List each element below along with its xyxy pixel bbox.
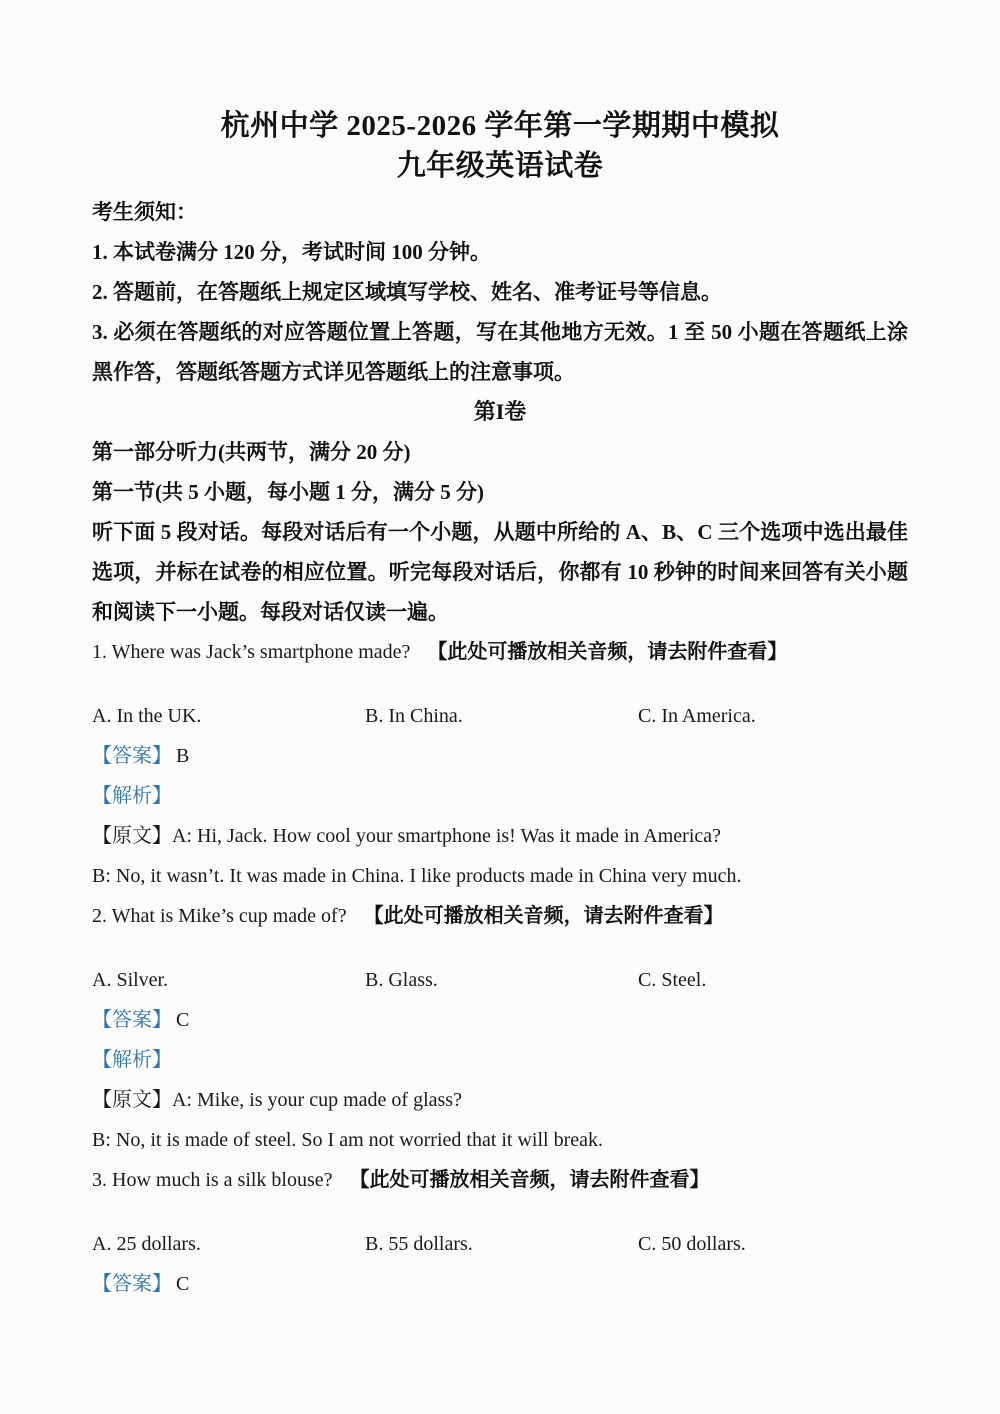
question-3-option-a: A. 25 dollars. xyxy=(92,1233,201,1255)
question-1-transcript-line1 xyxy=(92,816,908,856)
question-2-analysis-line xyxy=(92,1040,908,1080)
question-2-transcript-line1 xyxy=(92,1080,908,1120)
notice-item-2: 2. 答题前，在答题纸上规定区域填写学校、姓名、准考证号等信息。 xyxy=(92,280,722,304)
question-2-option-a: A. Silver. xyxy=(92,969,169,991)
question-1-audio-note: 【此处可播放相关音频，请去附件查看】 xyxy=(427,641,788,663)
answer-label: 【答案】 xyxy=(92,745,172,767)
answer-label: 【答案】 xyxy=(92,1009,172,1031)
question-2-option-c: C. Steel. xyxy=(638,969,707,991)
question-3-options xyxy=(92,1224,908,1264)
listening-instructions: 听下面 5 段对话。每段对话后有一个小题，从题中所给的 A、B、C 三个选项中选出最佳选项，并标在试卷的相应位置。听完每段对话后，你都有 10 秒钟的时间来回答有关小题和阅读下一小题。每段对话仅读一遍。 xyxy=(92,520,908,624)
question-2-options xyxy=(92,960,908,1000)
question-3-option-c: C. 50 dollars. xyxy=(638,1233,746,1255)
question-block-3 xyxy=(92,1160,908,1304)
question-3-option-b: B. 55 dollars. xyxy=(365,1233,473,1255)
transcript-label: 【原文】 xyxy=(92,825,172,847)
question-1-transcript-line2: B: No, it wasn’t. It was made in China. I like products made in China very much. xyxy=(92,865,742,887)
question-3-answer: C xyxy=(176,1273,190,1295)
question-1-option-b: B. In China. xyxy=(365,705,463,727)
question-1-stem-line xyxy=(92,632,908,672)
question-1-analysis-line xyxy=(92,776,908,816)
notice-heading: 考生须知： xyxy=(92,200,197,224)
question-2-audio-note: 【此处可播放相关音频，请去附件查看】 xyxy=(363,905,724,927)
question-1-answer-line xyxy=(92,736,908,776)
analysis-label: 【解析】 xyxy=(92,1049,172,1071)
question-2-stem: 2. What is Mike’s cup made of? xyxy=(92,905,347,927)
question-2-transcript-a: A: Mike, is your cup made of glass? xyxy=(172,1089,462,1111)
question-1-options xyxy=(92,696,908,736)
analysis-label: 【解析】 xyxy=(92,785,172,807)
question-1-option-a: A. In the UK. xyxy=(92,705,202,727)
exam-title-line1: 杭州中学 2025-2026 学年第一学期期中模拟 xyxy=(220,110,780,142)
question-2-answer: C xyxy=(176,1009,190,1031)
question-1-answer: B xyxy=(176,745,190,767)
question-3-answer-line xyxy=(92,1264,908,1304)
question-2-option-b: B. Glass. xyxy=(365,969,438,991)
answer-label: 【答案】 xyxy=(92,1273,172,1295)
question-2-answer-line xyxy=(92,1000,908,1040)
notice-item-3: 3. 必须在答题纸的对应答题位置上答题，写在其他地方无效。1 至 50 小题在答题纸上涂黑作答，答题纸答题方式详见答题纸上的注意事项。 xyxy=(92,320,908,384)
question-2-stem-line xyxy=(92,896,908,936)
notice-item-1: 1. 本试卷满分 120 分，考试时间 100 分钟。 xyxy=(92,240,491,264)
question-3-stem-line xyxy=(92,1160,908,1200)
question-block-2 xyxy=(92,896,908,1160)
question-3-stem: 3. How much is a silk blouse? xyxy=(92,1169,333,1191)
question-1-stem: 1. Where was Jack’s smartphone made? xyxy=(92,641,411,663)
question-1-transcript-a: A: Hi, Jack. How cool your smartphone is! Was it made in America? xyxy=(172,825,722,847)
subsection-title: 第一节(共 5 小题，每小题 1 分，满分 5 分) xyxy=(92,480,484,504)
question-block-1 xyxy=(92,632,908,896)
exam-title-line2: 九年级英语试卷 xyxy=(396,150,604,182)
question-3-audio-note: 【此处可播放相关音频，请去附件查看】 xyxy=(349,1169,710,1191)
section-title: 第一部分听力(共两节，满分 20 分) xyxy=(92,440,411,464)
transcript-label: 【原文】 xyxy=(92,1089,172,1111)
question-2-transcript-line2: B: No, it is made of steel. So I am not worried that it will break. xyxy=(92,1129,604,1151)
question-1-option-c: C. In America. xyxy=(638,705,756,727)
part-title: 第I卷 xyxy=(473,399,527,424)
